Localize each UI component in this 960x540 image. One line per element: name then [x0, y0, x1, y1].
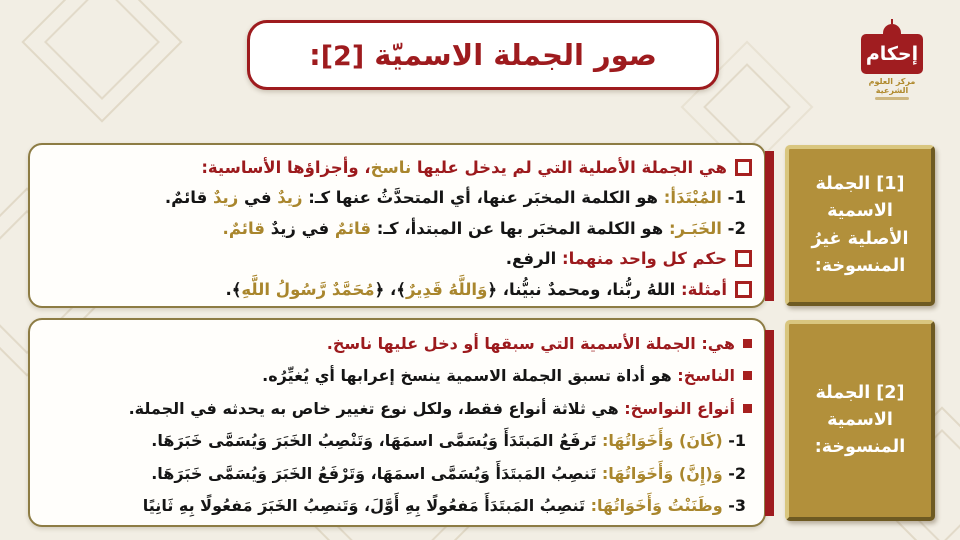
text-line	[38, 213, 752, 244]
red-divider-bar-2	[765, 330, 774, 516]
checkbox-bullet-icon	[735, 250, 752, 267]
title-colon: :	[309, 38, 321, 72]
line-text: 3- وظَنَنْتُ وَأَخَوَاتُهَا: تَنصِبُ المَبتَدَأَ مَفعُولًا بِهِ أَوَّلَ، وَتَنصِبُ الخَبَرَ مَفعُولًا بِهِ ثَانِيًا	[142, 496, 746, 516]
sidebar-tab-label	[799, 380, 921, 461]
text-line	[38, 152, 752, 183]
logo-badge	[861, 34, 923, 74]
line-text: أمثلة: اللهُ ربُّنا، ومحمدٌ نبيُّنا، ﴿وَاللَّهُ قَدِيرٌ﴾، ﴿مُحَمَّدٌ رَّسُولُ اللَّهِ﴾.	[225, 279, 727, 299]
text-line	[38, 392, 752, 425]
line-text: هي الجملة الأصلية التي لم يدخل عليها ناسخ، وأجزاؤها الأساسية:	[201, 157, 727, 177]
line-text: 1- (كَانَ) وَأَخَوَاتُهَا: تَرفَعُ المَبتَدَأَ وَيُسَمَّى اسمَهَا، وَتَنْصِبُ الخَبَرَ وَيُسَمَّى خَبَرَهَا.	[151, 431, 746, 451]
square-bullet-icon	[743, 371, 752, 380]
square-bullet-icon	[743, 339, 752, 348]
sidebar-tab-number: [2]	[876, 382, 905, 403]
text-line	[38, 327, 752, 360]
logo-name: إحكام	[865, 43, 919, 65]
page-title	[309, 38, 657, 72]
line-text: 1- المُبْتَدَأ: هو الكلمة المخبَر عنها، أي المتحدَّثُ عنها كـ: زيدٌ في زيدٌ قائمٌ.	[164, 188, 746, 208]
text-line	[38, 425, 752, 458]
logo-tagline-decoration	[875, 97, 909, 100]
sidebar-tab-number: [1]	[876, 174, 905, 195]
line-text: 2- الخَبَـر: هو الكلمة المخبَر بها عن المبتدأ، كـ: قائمٌ في زيدٌ قائمٌ.	[222, 218, 746, 238]
box2-lines	[38, 327, 752, 522]
checkbox-bullet-icon	[735, 281, 752, 298]
square-bullet-icon	[743, 404, 752, 413]
content-box-nasikh-sentence	[28, 318, 766, 527]
text-line	[38, 457, 752, 490]
slide-title-box	[247, 20, 719, 90]
line-text: أنواع النواسخ: هي ثلاثة أنواع فقط، ولكل نوع تغيير خاص به يحدثه في الجملة.	[128, 398, 735, 418]
text-line	[38, 244, 752, 275]
text-line	[38, 490, 752, 523]
line-text: هي: الجملة الأسمية التي سبقها أو دخل عليها ناسخ.	[326, 333, 735, 353]
sidebar-tab-text: الجملة الاسمية المنسوخة:	[814, 382, 906, 458]
line-text: 2- وَ(إِنَّ) وَأَخَوَاتُهَا: تَنصِبُ المَبتَدَأَ وَيُسَمَّى اسمَهَا، وَتَرْفَعُ الخَبَرَ وَيُسَمَّى خَبَرَهَا.	[151, 463, 746, 483]
watermark-pattern	[21, 0, 182, 123]
dome-icon	[883, 24, 901, 34]
red-divider-bar-1	[765, 151, 774, 301]
text-line	[38, 183, 752, 214]
checkbox-bullet-icon	[735, 159, 752, 176]
sidebar-tab-nasikh	[785, 320, 935, 521]
sidebar-tab-label	[799, 171, 921, 280]
text-line	[38, 360, 752, 393]
line-text: الناسخ: هو أداة تسبق الجملة الاسمية ينسخ إعرابها أي يُغيِّرُه.	[262, 366, 735, 386]
box1-lines	[38, 152, 752, 305]
title-number: [2]	[320, 41, 365, 72]
text-line	[38, 274, 752, 305]
logo-subtitle: مركز العلوم الشرعية	[868, 77, 916, 95]
sidebar-tab-unnasikh	[785, 145, 935, 306]
content-box-original-sentence	[28, 143, 766, 308]
sidebar-tab-text: الجملة الاسمية الأصلية غيرُ المنسوخة:	[811, 174, 909, 276]
line-text: حكم كل واحد منهما: الرفع.	[505, 249, 727, 269]
title-main: صور الجملة الاسميّة	[374, 38, 657, 72]
ahkam-logo	[854, 24, 930, 100]
